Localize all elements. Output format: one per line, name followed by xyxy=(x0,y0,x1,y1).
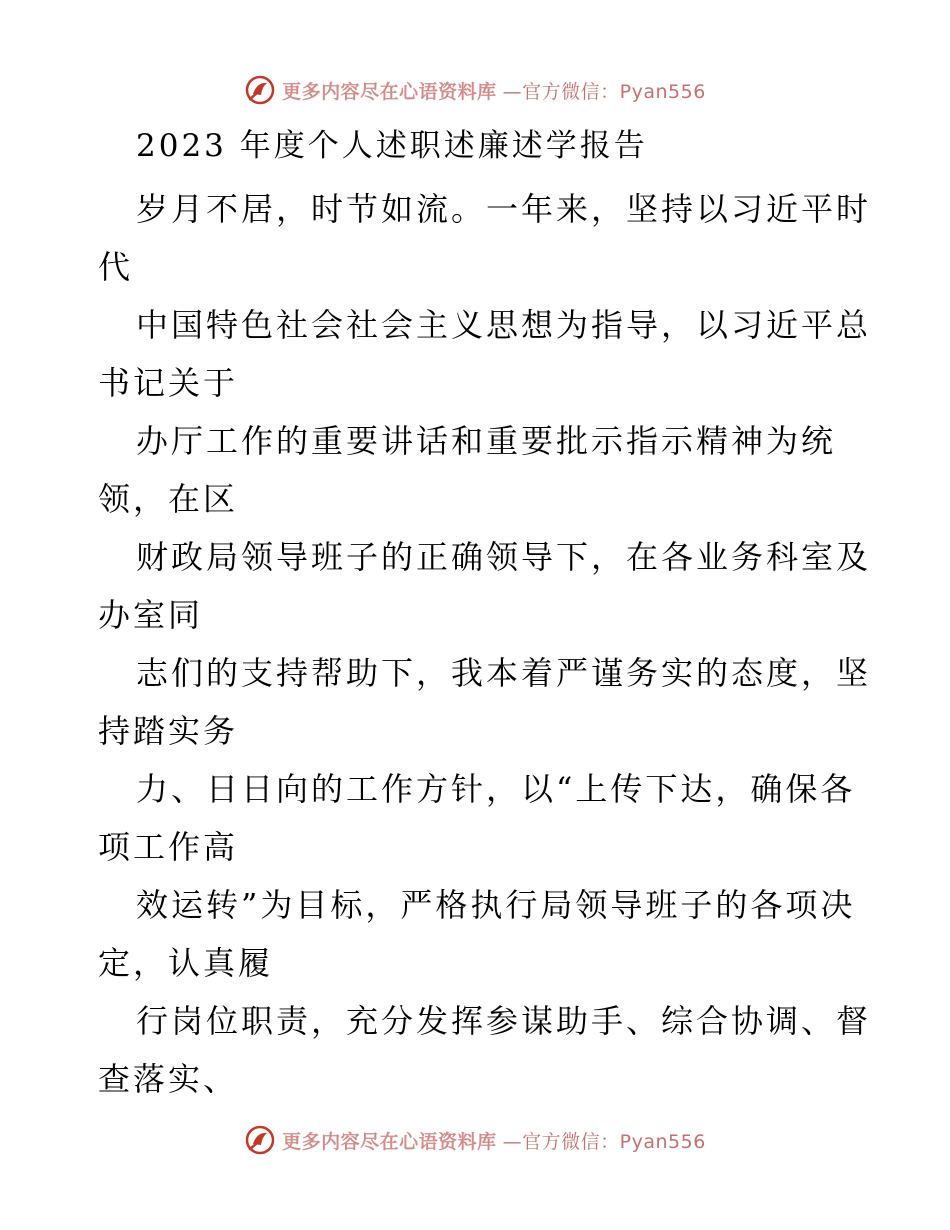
footer-watermark xyxy=(0,1120,950,1160)
watermark-brand-text: 更多内容尽在心语资料库 xyxy=(282,80,497,103)
text-line: 效运转”为目标，严格执行局领导班子的各项决 xyxy=(136,886,856,924)
text-line: 办厅工作的重要讲话和重要批示指示精神为统 xyxy=(136,422,837,460)
text-line: 志们的支持帮助下，我本着严谨务实的态度，坚 xyxy=(136,654,872,692)
watermark-contact-text: —官方微信：Pyan556 xyxy=(502,80,706,103)
text-line: 中国特色社会社会主义思想为指导，以习近平总 xyxy=(136,306,872,344)
text-line: 行岗位职责，充分发挥参谋助手、综合协调、督 xyxy=(136,1002,872,1040)
text-line: 持踏实务 xyxy=(98,712,239,750)
brand-logo-icon xyxy=(244,74,276,106)
header-watermark xyxy=(0,70,950,110)
text-line: 岁月不居，时节如流。一年来，坚持以习近平时 xyxy=(136,190,872,228)
text-line: 财政局领导班子的正确领导下，在各业务科室及 xyxy=(136,538,872,576)
text-line: 代 xyxy=(98,248,134,286)
text-line: 力、日日向的工作方针，以“上传下达，确保各 xyxy=(136,770,856,808)
text-line: 书记关于 xyxy=(98,364,239,402)
text-line: 项工作高 xyxy=(98,828,239,866)
watermark-contact-text: —官方微信：Pyan556 xyxy=(502,1130,706,1153)
text-line: 定，认真履 xyxy=(98,944,274,982)
text-line: 办室同 xyxy=(98,596,204,634)
document-body xyxy=(98,183,898,1111)
watermark-brand-text: 更多内容尽在心语资料库 xyxy=(282,1130,497,1153)
brand-logo-icon xyxy=(244,1124,276,1156)
text-line: 查落实、 xyxy=(98,1060,239,1098)
text-line: 领，在区 xyxy=(98,480,239,518)
page-title: 2023 年度个人述职述廉述学报告 xyxy=(136,128,648,164)
